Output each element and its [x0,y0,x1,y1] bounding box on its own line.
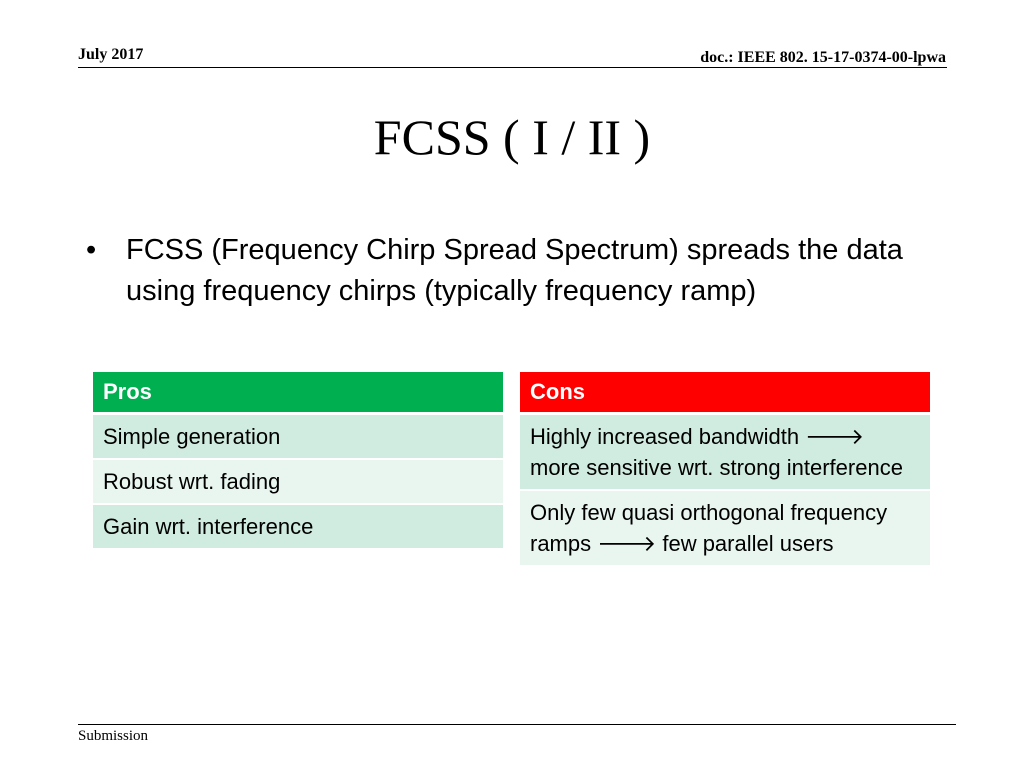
cons-header: Cons [520,372,930,415]
bullet-icon: • [86,234,97,266]
pros-cell: Gain wrt. interference [93,505,503,550]
cons-header-row [520,372,930,415]
footer-label: Submission [78,728,149,744]
pros-row [93,460,503,505]
cons-table [520,372,930,567]
cons-cell: Only few quasi orthogonal frequency ramps 🡒 few parallel users [520,491,930,567]
pros-header-row [93,372,503,415]
bullet-text: FCSS (Frequency Chirp Spread Spectrum) spreads the data using frequency chirps (typically frequency ramp) [126,234,903,307]
header-doc-id: doc.: IEEE 802. 15-17-0374-00-lpwa [700,49,946,66]
pros-row [93,505,503,550]
pros-table [93,372,503,550]
header-divider [78,67,947,68]
pros-row [93,415,503,460]
header-date: July 2017 [78,46,144,63]
footer-divider [78,724,956,725]
cons-cell: Highly increased bandwidth 🡒 more sensitive wrt. strong interference [520,415,930,491]
cons-row [520,491,930,567]
slide-title: FCSS ( I / II ) [373,109,651,165]
pros-cell: Simple generation [93,415,503,460]
cons-row [520,415,930,491]
bullet-item [86,230,936,312]
pros-cell: Robust wrt. fading [93,460,503,505]
pros-header: Pros [93,372,503,415]
